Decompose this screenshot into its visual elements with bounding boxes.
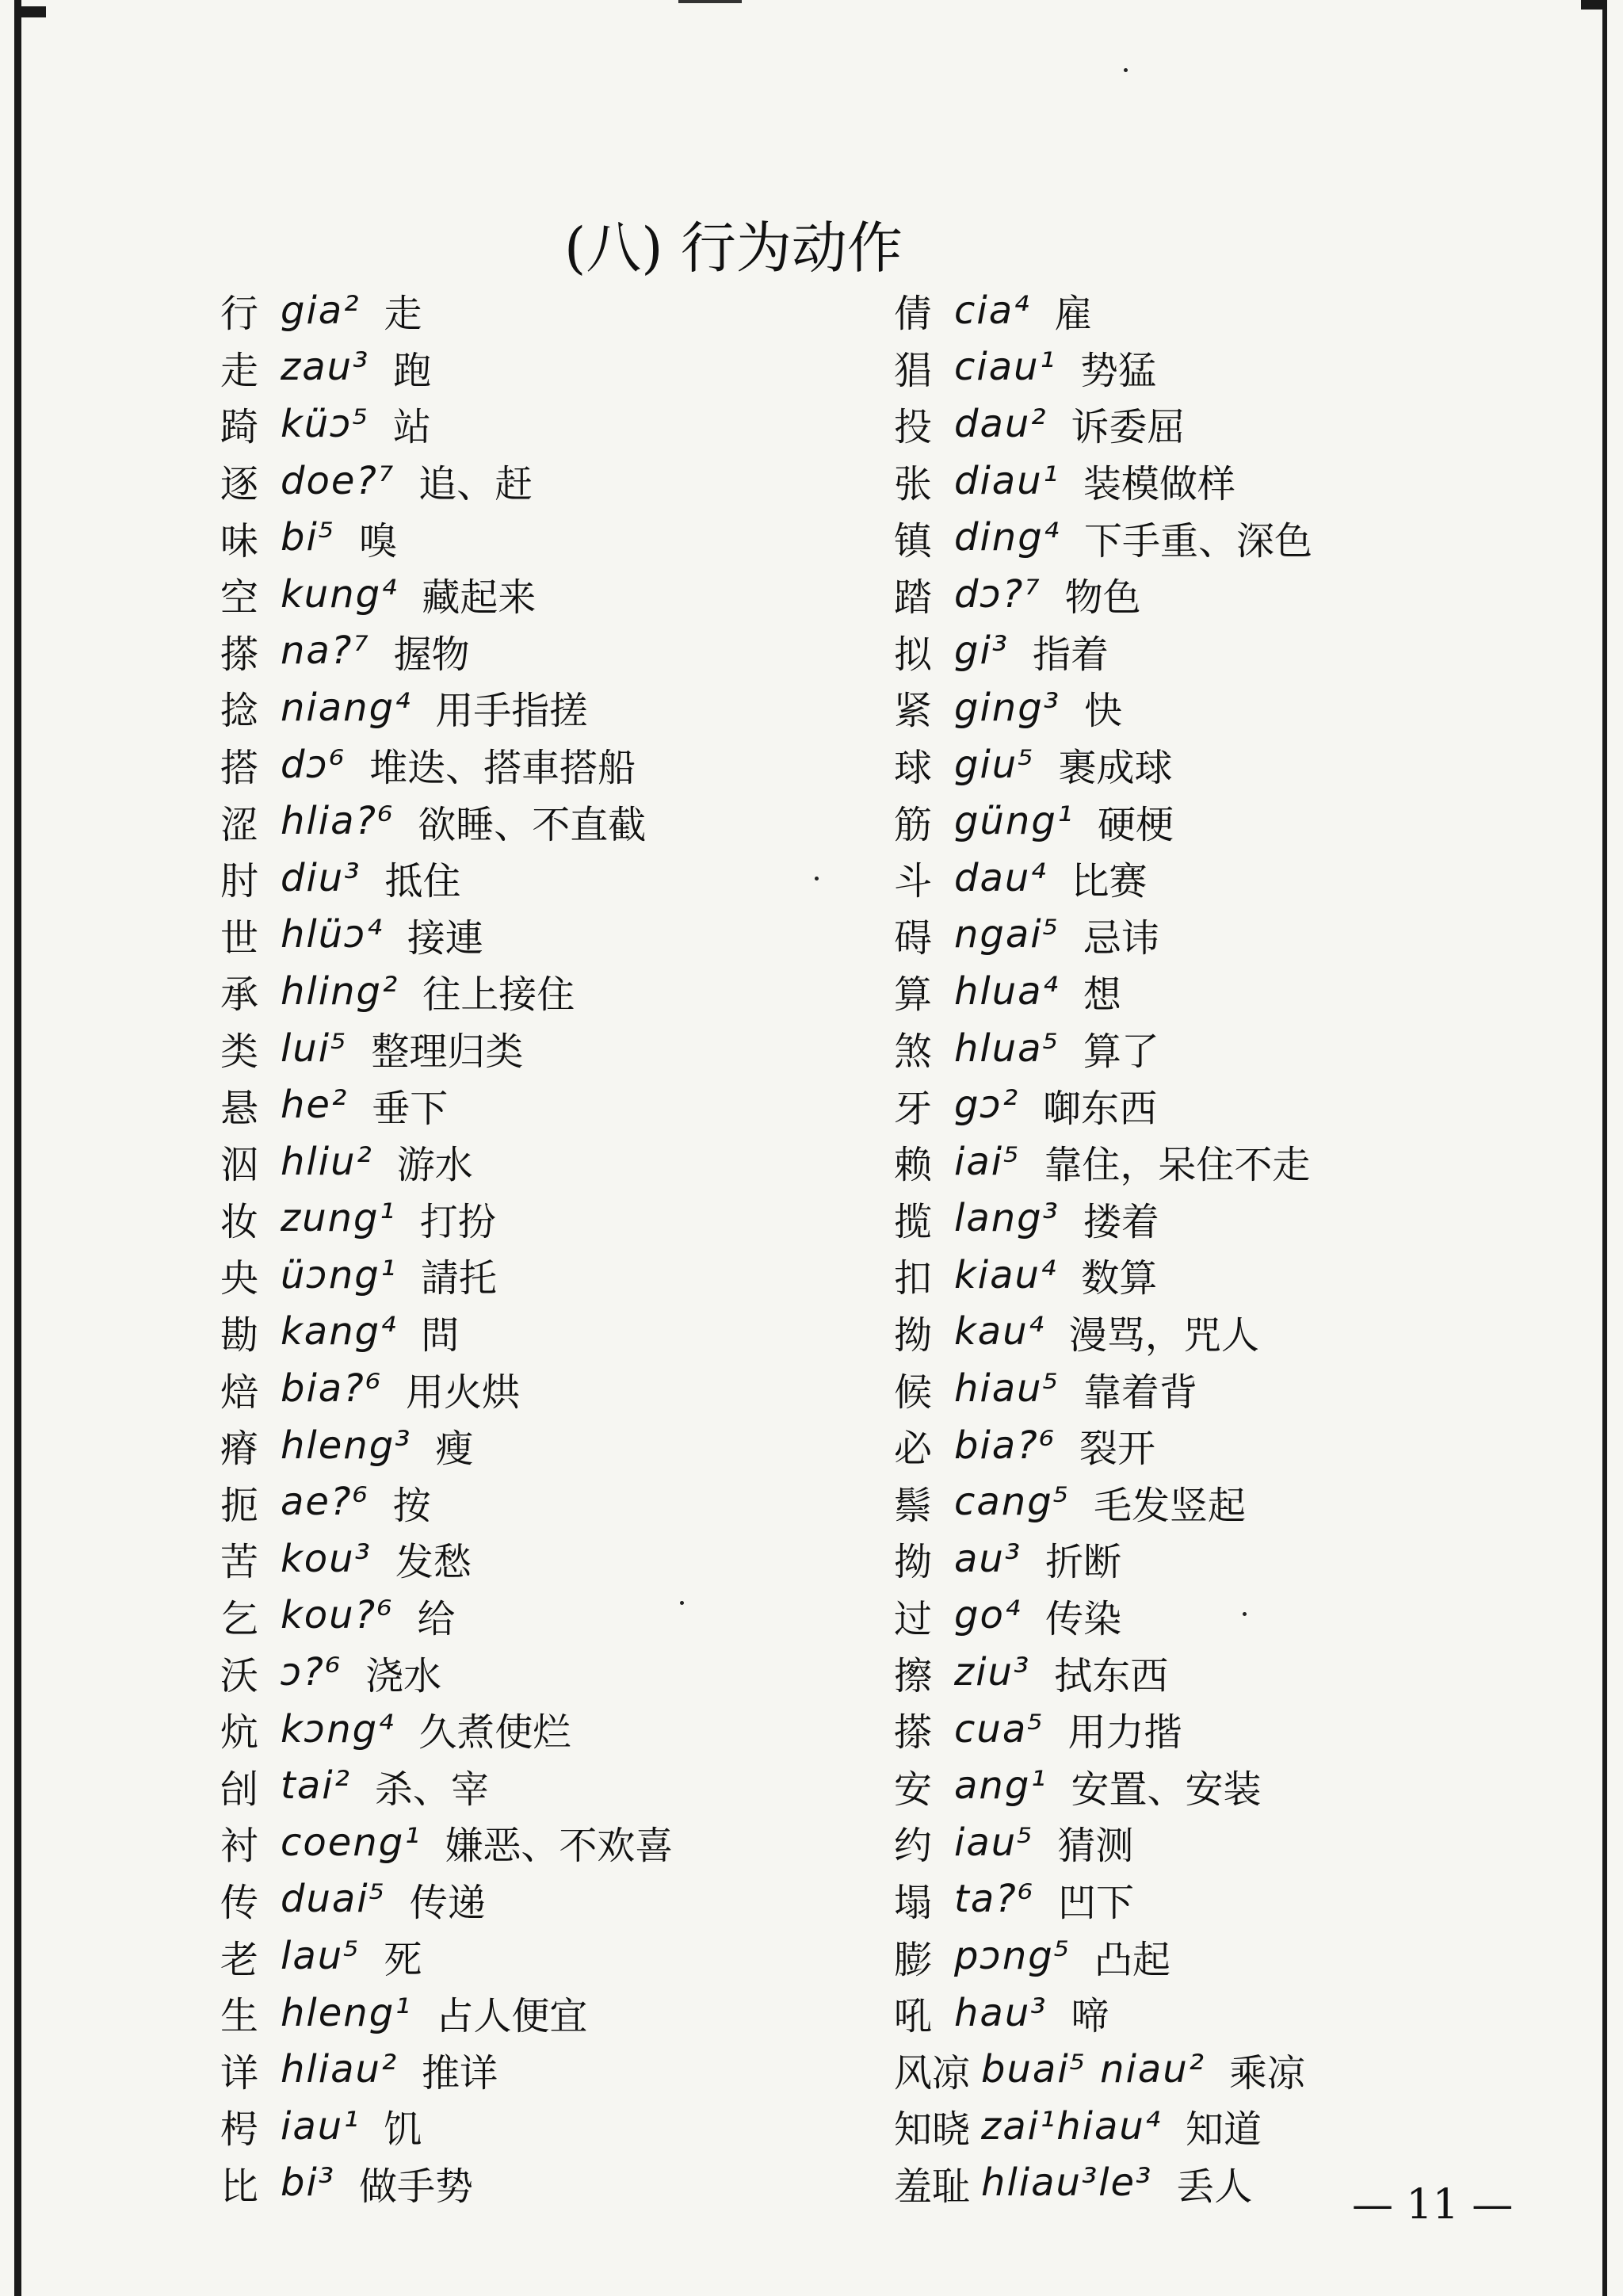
entry-gloss: 杀、宰	[374, 1767, 489, 1812]
entry-hanzi: 泅	[220, 1143, 259, 1188]
entry-hanzi: 斗	[894, 859, 933, 904]
entry-hanzi: 倩	[894, 292, 933, 337]
entry-hanzi: 投	[894, 405, 933, 450]
entry-gloss: 势猛	[1079, 348, 1156, 393]
vocab-entry	[220, 1814, 918, 1871]
vocab-entry	[894, 1133, 1591, 1190]
vocab-entry	[220, 1644, 918, 1701]
entry-gloss: 欲睡、不直截	[418, 802, 647, 847]
entry-romanization: cang⁵	[954, 1480, 1070, 1525]
entry-hanzi: 空	[220, 575, 259, 621]
entry-romanization: hau³	[954, 1990, 1048, 2035]
entry-gloss: 做手势	[359, 2164, 474, 2209]
entry-romanization: bi⁵	[281, 515, 336, 560]
entry-gloss: 给	[417, 1596, 456, 1641]
entry-gloss: 发愁	[395, 1540, 472, 1585]
entry-gloss: 凹下	[1057, 1880, 1134, 1925]
entry-romanization: gi³	[954, 628, 1010, 674]
entry-romanization: buai⁵ niau²	[981, 2047, 1205, 2092]
entry-gloss: 裹成球	[1058, 746, 1173, 791]
vocab-entry	[220, 1757, 918, 1814]
entry-hanzi: 拗	[894, 1540, 933, 1585]
vocab-entry	[894, 736, 1591, 793]
entry-gloss: 裂开	[1079, 1427, 1155, 1472]
entry-gloss: 装模做样	[1083, 462, 1235, 507]
entry-hanzi: 捻	[220, 689, 259, 734]
scan-speck	[1124, 68, 1128, 72]
entry-romanization: zau³	[281, 345, 370, 390]
section-title: (八) 行为动作	[564, 216, 903, 281]
entry-hanzi: 过	[894, 1596, 933, 1641]
entry-romanization: kang⁴	[281, 1309, 398, 1354]
entry-romanization: cua⁵	[954, 1706, 1044, 1752]
entry-gloss: 比赛	[1071, 859, 1148, 904]
entry-hanzi: 约	[894, 1824, 933, 1869]
entry-romanization: ɔ?⁶	[281, 1650, 342, 1695]
entry-romanization: au³	[954, 1536, 1022, 1581]
entry-hanzi: 悬	[220, 1086, 259, 1131]
entry-romanization: dɔ?⁷	[954, 571, 1041, 617]
entry-gloss: 請托	[420, 1256, 497, 1301]
vocab-entry	[220, 1417, 918, 1474]
entry-hanzi: 风凉	[894, 2050, 971, 2095]
entry-hanzi: 踦	[220, 405, 259, 450]
entry-romanization: kou³	[281, 1536, 372, 1581]
entry-romanization: ding⁴	[954, 515, 1060, 560]
entry-gloss: 用火烘	[405, 1370, 520, 1415]
vocab-entry	[894, 907, 1591, 964]
entry-hanzi: 知晓	[894, 2107, 971, 2153]
vocab-entry	[220, 1304, 918, 1361]
vocab-entry	[220, 1020, 918, 1077]
entry-gloss: 靠住，呆住不走	[1044, 1143, 1311, 1188]
entry-gloss: 硬梗	[1098, 802, 1174, 847]
entry-hanzi: 搽	[220, 632, 259, 677]
entry-romanization: iau⁵	[954, 1820, 1034, 1865]
entry-gloss: 算了	[1083, 1030, 1159, 1075]
entry-hanzi: 擦	[894, 1653, 933, 1698]
vocab-entry	[894, 453, 1591, 510]
vocab-entry	[894, 566, 1591, 623]
entry-romanization: kou?⁶	[281, 1593, 394, 1638]
vocab-entry	[220, 395, 918, 453]
entry-romanization: gɔ²	[954, 1083, 1020, 1128]
entry-gloss: 垂下	[372, 1086, 449, 1131]
entry-gloss: 抵住	[384, 859, 461, 904]
vocab-entry	[220, 1530, 918, 1587]
vocab-entry	[894, 1530, 1591, 1587]
entry-romanization: pɔng⁵	[954, 1934, 1071, 1979]
entry-gloss: 站	[392, 405, 431, 450]
vocab-entry	[220, 282, 918, 339]
entry-romanization: hliau²	[281, 2047, 399, 2092]
entry-romanization: dɔ⁶	[281, 742, 346, 787]
entry-gloss: 传递	[409, 1880, 486, 1925]
entry-gloss: 用力揩	[1067, 1710, 1182, 1755]
entry-romanization: ging³	[954, 685, 1060, 730]
vocab-entry	[894, 339, 1591, 396]
vocab-entry	[220, 1701, 918, 1758]
vocab-entry	[894, 1020, 1591, 1077]
entry-hanzi: 膨	[894, 1937, 933, 1982]
entry-hanzi: 拗	[894, 1312, 933, 1358]
entry-hanzi: 承	[220, 972, 259, 1018]
vocab-entry	[894, 1417, 1591, 1474]
entry-romanization: kɔng⁴	[281, 1706, 395, 1752]
vocab-entry	[220, 339, 918, 396]
vocab-entry	[220, 736, 918, 793]
entry-hanzi: 衬	[220, 1824, 259, 1869]
entry-romanization: lang³	[954, 1196, 1060, 1241]
entry-gloss: 推详	[422, 2050, 498, 2095]
entry-gloss: 按	[392, 1483, 431, 1528]
entry-romanization: cia⁴	[954, 288, 1031, 333]
vocab-entry	[894, 1871, 1591, 1928]
entry-romanization: kau⁴	[954, 1309, 1045, 1354]
left-column	[220, 282, 918, 2211]
vocab-entry	[894, 1927, 1591, 1985]
entry-romanization: niang⁴	[281, 685, 412, 730]
entry-romanization: he²	[281, 1083, 349, 1128]
entry-gloss: 啼	[1071, 1994, 1109, 2039]
vocab-entry	[894, 1190, 1591, 1247]
entry-romanization: kung⁴	[281, 571, 399, 617]
entry-hanzi: 猖	[894, 348, 933, 393]
entry-romanization: giu⁵	[954, 742, 1035, 787]
entry-gloss: 占人便宜	[435, 1994, 588, 2039]
top-margin-mark	[678, 0, 742, 3]
right-column	[894, 282, 1591, 2211]
entry-romanization: hlua⁴	[954, 968, 1060, 1014]
entry-romanization: lui⁵	[281, 1026, 348, 1071]
vocab-entry	[220, 907, 918, 964]
entry-romanization: diau¹	[954, 458, 1060, 503]
entry-gloss: 凸起	[1094, 1937, 1171, 1982]
entry-hanzi: 拟	[894, 632, 933, 677]
vocab-entry	[220, 1133, 918, 1190]
vocab-entry	[894, 963, 1591, 1020]
entry-hanzi: 涩	[220, 802, 259, 847]
entry-romanization: kiau⁴	[954, 1252, 1058, 1297]
entry-gloss: 用手指搓	[435, 689, 588, 734]
entry-gloss: 問	[421, 1312, 460, 1358]
entry-gloss: 安置、安装	[1071, 1767, 1262, 1812]
entry-gloss: 传染	[1045, 1596, 1122, 1641]
entry-hanzi: 瘠	[220, 1427, 259, 1472]
entry-hanzi: 吼	[894, 1994, 933, 2039]
entry-romanization: zai¹hiau⁴	[981, 2103, 1163, 2149]
entry-gloss: 搂着	[1083, 1199, 1159, 1244]
entry-hanzi: 塌	[894, 1880, 933, 1925]
vocab-entry	[894, 1757, 1591, 1814]
entry-hanzi: 算	[894, 972, 933, 1018]
vocab-entry	[894, 1814, 1591, 1871]
entry-hanzi: 球	[894, 746, 933, 791]
entry-gloss: 跑	[393, 348, 432, 393]
entry-gloss: 啣东西	[1043, 1086, 1158, 1131]
entry-hanzi: 生	[220, 1994, 259, 2039]
vocab-entry	[894, 850, 1591, 907]
entry-romanization: ngai⁵	[954, 912, 1060, 957]
entry-romanization: küɔ⁵	[281, 401, 369, 446]
entry-gloss: 藏起来	[422, 575, 537, 621]
vocab-entry	[220, 1587, 918, 1645]
vocab-entry	[220, 453, 918, 510]
vocab-entry	[220, 2098, 918, 2155]
entry-romanization: güng¹	[954, 799, 1075, 844]
entry-hanzi: 沃	[220, 1653, 259, 1698]
vocab-entry	[894, 1644, 1591, 1701]
vocab-entry	[220, 1927, 918, 1985]
vocab-entry	[894, 2098, 1591, 2155]
entry-romanization: lau⁵	[281, 1934, 361, 1979]
page-number: — 11 —	[1352, 2181, 1514, 2229]
entry-gloss: 数算	[1081, 1256, 1158, 1301]
entry-hanzi: 勘	[220, 1312, 259, 1358]
entry-gloss: 雇	[1054, 292, 1093, 337]
entry-romanization: duai⁵	[281, 1877, 386, 1922]
entry-romanization: hling²	[281, 968, 399, 1014]
vocab-entry	[220, 679, 918, 736]
entry-romanization: ae?⁶	[281, 1480, 369, 1525]
entry-gloss: 知道	[1186, 2107, 1262, 2153]
entry-hanzi: 赖	[894, 1143, 933, 1188]
entry-gloss: 快	[1083, 689, 1122, 734]
entry-hanzi: 逐	[220, 462, 259, 507]
entry-gloss: 物色	[1064, 575, 1141, 621]
entry-gloss: 瘦	[435, 1427, 474, 1472]
entry-gloss: 拭东西	[1054, 1653, 1169, 1698]
entry-gloss: 整理归类	[371, 1030, 524, 1075]
entry-romanization: tai²	[281, 1763, 351, 1809]
entry-hanzi: 传	[220, 1880, 259, 1925]
scan-border-right	[1602, 0, 1607, 2296]
entry-gloss: 丢人	[1176, 2164, 1253, 2209]
entry-hanzi: 比	[220, 2164, 259, 2209]
entry-gloss: 饥	[384, 2107, 422, 2153]
entry-romanization: gia²	[281, 288, 361, 333]
entry-romanization: go⁴	[954, 1593, 1022, 1638]
entry-gloss: 指着	[1033, 632, 1109, 677]
entry-romanization: ang¹	[954, 1763, 1048, 1809]
vocab-entry	[220, 2155, 918, 2212]
entry-hanzi: 行	[220, 292, 259, 337]
scan-border-left-notch	[14, 6, 46, 17]
entry-hanzi: 枵	[220, 2107, 259, 2153]
entry-hanzi: 候	[894, 1370, 933, 1415]
vocab-entry	[220, 623, 918, 680]
entry-romanization: diu³	[281, 855, 361, 900]
vocab-entry	[894, 1985, 1591, 2042]
entry-hanzi: 类	[220, 1030, 259, 1075]
vocab-entry	[894, 509, 1591, 566]
entry-romanization: na?⁷	[281, 628, 370, 674]
entry-romanization: ta?⁶	[954, 1877, 1034, 1922]
entry-gloss: 嫌恶、不欢喜	[445, 1824, 674, 1869]
entry-gloss: 嗅	[359, 518, 398, 563]
vocab-entry	[220, 1473, 918, 1530]
vocab-entry	[894, 793, 1591, 850]
entry-hanzi: 刣	[220, 1767, 259, 1812]
entry-gloss: 死	[384, 1937, 422, 1982]
entry-gloss: 往上接住	[422, 972, 575, 1018]
entry-hanzi: 炕	[220, 1710, 259, 1755]
vocab-entry	[220, 963, 918, 1020]
entry-hanzi: 煞	[894, 1030, 933, 1075]
entry-romanization: üɔng¹	[281, 1252, 397, 1297]
vocab-entry	[220, 1190, 918, 1247]
vocab-entry	[220, 1247, 918, 1304]
entry-hanzi: 味	[220, 518, 259, 563]
entry-gloss: 乘凉	[1229, 2050, 1306, 2095]
entry-hanzi: 焙	[220, 1370, 259, 1415]
entry-hanzi: 必	[894, 1427, 933, 1472]
entry-hanzi: 肘	[220, 859, 259, 904]
entry-romanization: bia?⁶	[281, 1366, 382, 1412]
entry-romanization: coeng¹	[281, 1820, 422, 1865]
vocab-entry	[220, 793, 918, 850]
entry-hanzi: 镇	[894, 518, 933, 563]
vocab-entry	[894, 1247, 1591, 1304]
entry-romanization: zung¹	[281, 1196, 396, 1241]
entry-romanization: dau⁴	[954, 855, 1048, 900]
entry-hanzi: 乞	[220, 1596, 259, 1641]
entry-hanzi: 走	[220, 348, 259, 393]
entry-hanzi: 扣	[894, 1256, 933, 1301]
vocab-entry	[220, 1360, 918, 1417]
entry-gloss: 走	[384, 292, 422, 337]
entry-hanzi: 碍	[894, 915, 933, 961]
vocab-entry	[894, 623, 1591, 680]
entry-hanzi: 揽	[894, 1199, 933, 1244]
entry-hanzi: 详	[220, 2050, 259, 2095]
entry-romanization: doe?⁷	[281, 458, 395, 503]
entry-hanzi: 羞耻	[894, 2164, 971, 2209]
entry-hanzi: 扼	[220, 1483, 259, 1528]
entry-hanzi: 牙	[894, 1086, 933, 1131]
vocab-entry	[894, 1076, 1591, 1133]
entry-hanzi: 踏	[894, 575, 933, 621]
vocab-entry	[220, 850, 918, 907]
entry-romanization: ziu³	[954, 1650, 1031, 1695]
entry-romanization: hliu²	[281, 1139, 373, 1184]
entry-romanization: hlia?⁶	[281, 799, 395, 844]
entry-hanzi: 苦	[220, 1540, 259, 1585]
entry-gloss: 握物	[393, 632, 470, 677]
vocab-entry	[220, 509, 918, 566]
entry-hanzi: 紧	[894, 689, 933, 734]
vocab-entry	[894, 282, 1591, 339]
entry-gloss: 折断	[1045, 1540, 1122, 1585]
entry-hanzi: 安	[894, 1767, 933, 1812]
vocab-entry	[220, 1076, 918, 1133]
entry-hanzi: 筋	[894, 802, 933, 847]
vocab-entry	[894, 2041, 1591, 2098]
entry-hanzi: 搽	[894, 1710, 933, 1755]
entry-romanization: hlua⁵	[954, 1026, 1060, 1071]
vocab-entry	[894, 679, 1591, 736]
entry-romanization: hiau⁵	[954, 1366, 1060, 1412]
vocab-entry	[894, 1587, 1591, 1645]
scan-border-right-notch	[1581, 0, 1607, 10]
entry-hanzi: 世	[220, 915, 259, 961]
entry-gloss: 打扮	[419, 1199, 496, 1244]
entry-romanization: bia?⁶	[954, 1423, 1056, 1468]
vocab-entry	[894, 1304, 1591, 1361]
entry-romanization: ciau¹	[954, 345, 1056, 390]
entry-gloss: 下手重、深色	[1083, 518, 1312, 563]
entry-hanzi: 老	[220, 1937, 259, 1982]
entry-romanization: hlüɔ⁴	[281, 912, 384, 957]
entry-gloss: 忌讳	[1083, 915, 1159, 961]
entry-gloss: 游水	[396, 1143, 473, 1188]
entry-romanization: iau¹	[281, 2103, 361, 2149]
entry-romanization: bi³	[281, 2160, 336, 2206]
entry-hanzi: 妆	[220, 1199, 259, 1244]
entry-hanzi: 张	[894, 462, 933, 507]
entry-hanzi: 鬃	[894, 1483, 933, 1528]
vocab-entry	[220, 1871, 918, 1928]
entry-gloss: 诉委屈	[1071, 405, 1186, 450]
entry-gloss: 漫骂，咒人	[1068, 1312, 1259, 1358]
entry-romanization: iai⁵	[954, 1139, 1021, 1184]
vocab-entry	[894, 1360, 1591, 1417]
vocab-entry	[894, 395, 1591, 453]
entry-gloss: 追、赶	[418, 462, 533, 507]
entry-gloss: 久煮使烂	[418, 1710, 571, 1755]
entry-gloss: 浇水	[365, 1653, 442, 1698]
vocab-entry	[894, 1473, 1591, 1530]
entry-gloss: 毛发竖起	[1093, 1483, 1246, 1528]
entry-gloss: 靠着背	[1083, 1370, 1197, 1415]
entry-hanzi: 央	[220, 1256, 259, 1301]
entry-gloss: 猜测	[1057, 1824, 1134, 1869]
entry-romanization: dau²	[954, 401, 1048, 446]
vocab-entry	[220, 566, 918, 623]
entry-romanization: hleng³	[281, 1423, 412, 1468]
entry-gloss: 堆迭、搭車搭船	[369, 746, 636, 791]
entry-hanzi: 搭	[220, 746, 259, 791]
scan-border-left	[14, 0, 21, 2296]
entry-gloss: 接連	[407, 915, 483, 961]
entry-romanization: hliau³le³	[981, 2160, 1153, 2206]
entry-romanization: hleng¹	[281, 1990, 412, 2035]
vocab-entry	[220, 1985, 918, 2042]
entry-gloss: 想	[1083, 972, 1121, 1018]
vocab-entry	[894, 1701, 1591, 1758]
vocab-entry	[220, 2041, 918, 2098]
